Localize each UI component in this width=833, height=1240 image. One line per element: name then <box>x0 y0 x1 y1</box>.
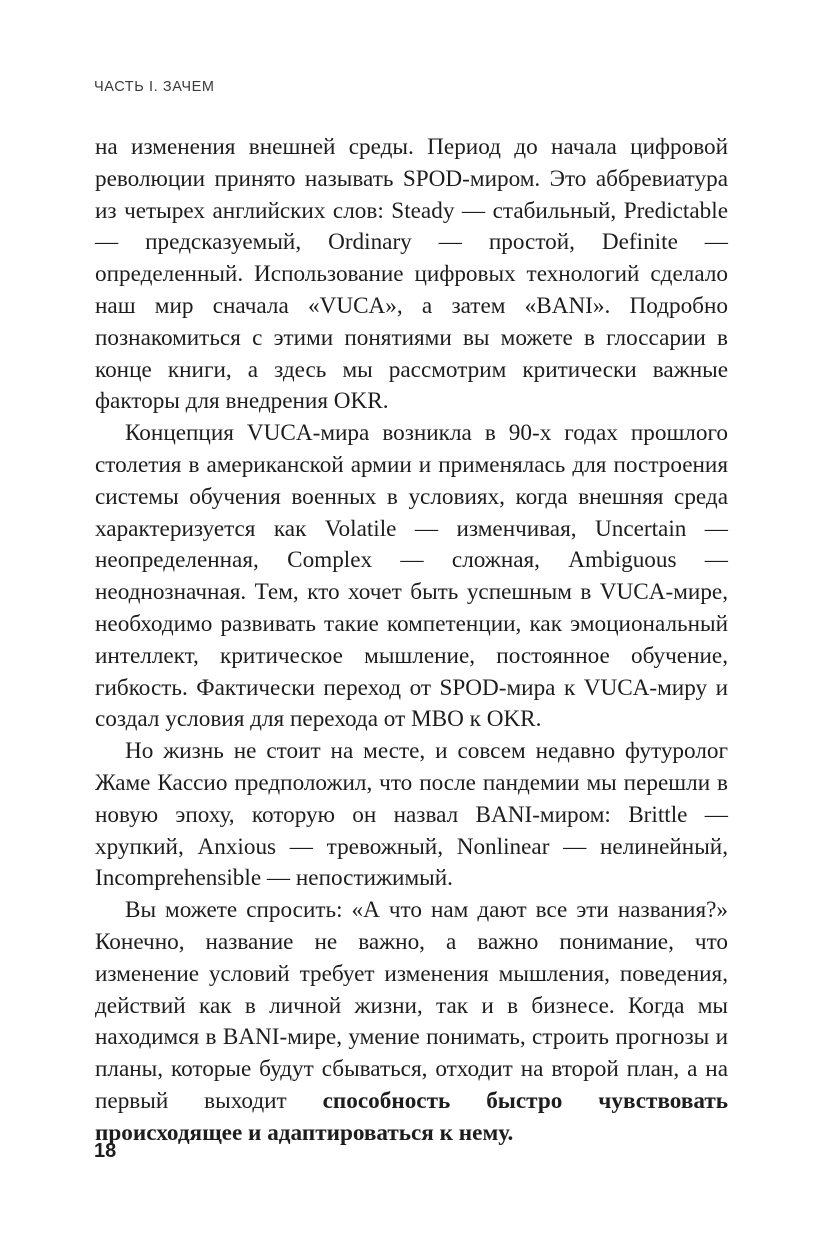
paragraph-2: Концепция VUCA-мира возникла в 90-х годах прошлого столетия в американской армии и применялась для построения системы обучения военных в условиях, когда внешняя среда характеризуется как Volatile — изменчивая, Uncertain — неопределенная, Complex — сложная, Ambiguous — неоднозначная. Тем, кто хочет быть успешным в VUCA-мире, необходимо развивать такие компетенции, как эмоциональный интеллект, критическое мышление, постоянное обучение, гибкость. Фактически переход от SPOD-мира к VUCA-миру и создал условия для перехода от MBO к OKR. <box>95 420 728 733</box>
paragraph-1: на изменения внешней среды. Период до начала цифровой революции принято называть SPOD-миром. Это аббревиатура из четырех английских слов: Steady — стабильный, Predictable — предсказуемый, Ordinary — простой, Definite — определенный. Использование цифровых технологий сделало наш мир сначала «VUCA», а затем «BANI». Подробно познакомиться с этими понятиями вы можете в глоссарии в конце книги, а здесь мы рассмотрим критически важные факторы для внедрения OKR. <box>95 134 728 415</box>
page-number: 18 <box>94 1140 117 1162</box>
paragraph-4-emphasis: способность быстро чувствовать происходящее и адаптироваться к нему. <box>95 1087 728 1146</box>
body-text <box>95 132 728 1150</box>
paragraph-4 <box>95 895 728 1149</box>
paragraph-3: Но жизнь не стоит на месте, и совсем недавно футуролог Жаме Кассио предположил, что после пандемии мы перешли в новую эпоху, которую он назвал BANI-миром: Brittle — хрупкий, Anxious — тревожный, Nonlinear — нелинейный, Incomprehensible — непостижимый. <box>95 738 728 892</box>
running-head: ЧАСТЬ I. ЗАЧЕМ <box>94 79 215 95</box>
paragraph-4-text: Вы можете спросить: «А что нам дают все эти названия?» Конечно, название не важно, а важно понимание, что изменение условий требует изменения мышления, поведения, действий как в личной жизни, так и в бизнесе. Когда мы находимся в BANI-мире, умение понимать, строить прогнозы и планы, которые будут сбываться, отходит на второй план, а на первый выходит <box>95 897 728 1114</box>
